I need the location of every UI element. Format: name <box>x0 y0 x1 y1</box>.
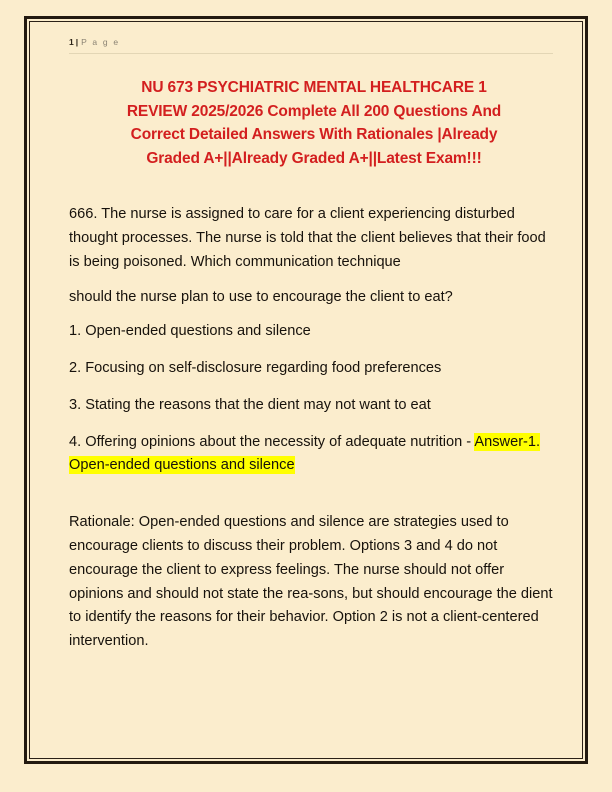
answer-option-3: 3. Stating the reasons that the dient may not want to eat <box>69 396 431 413</box>
question-continuation: should the nurse plan to use to encourage the client to eat? <box>69 288 453 305</box>
page-label: P a g e <box>81 37 120 47</box>
document-body <box>69 203 559 654</box>
running-header <box>69 37 559 53</box>
correct-answer-highlight: Answer-1. Open-ended questions and silence <box>69 433 541 474</box>
answer-option-2: 2. Focusing on self-disclosure regarding food preferences <box>69 360 442 377</box>
page-border-frame <box>24 16 588 764</box>
answer-option-4 <box>69 431 559 479</box>
page-content-area <box>27 19 585 761</box>
document-title <box>83 76 545 170</box>
answer-option-4-text: 4. Offering opinions about the necessity of adequate nutrition - <box>69 433 475 450</box>
rationale-paragraph: Rationale: Open-ended questions and silence are strategies used to encourage clients to discuss their problem. Options 3 and 4 do not encourage the client to express feelings. The nurse should not offer opinions and should not state the rea-sons, but should encourage the dient to identify the reasons for their behavior. Option 2 is not a client-centered intervention. <box>69 514 553 650</box>
page-number: 1 <box>69 37 74 47</box>
header-divider <box>69 53 553 54</box>
page-separator: | <box>75 37 79 47</box>
document-title-line-4: Graded A+||Already Graded A+||Latest Exam!!! <box>146 149 482 167</box>
document-title-line-1: NU 673 PSYCHIATRIC MENTAL HEALTHCARE 1 <box>141 79 487 96</box>
question-stem: 666. The nurse is assigned to care for a client experiencing disturbed thought processes. The nurse is told that the client believes that their food is being poisoned. Which communication technique <box>69 206 546 270</box>
document-title-line-3: Correct Detailed Answers With Rationales |Already <box>130 126 498 144</box>
answer-option-1: 1. Open-ended questions and silence <box>69 323 311 340</box>
document-title-line-2: REVIEW 2025/2026 Complete All 200 Questions And <box>126 102 502 120</box>
